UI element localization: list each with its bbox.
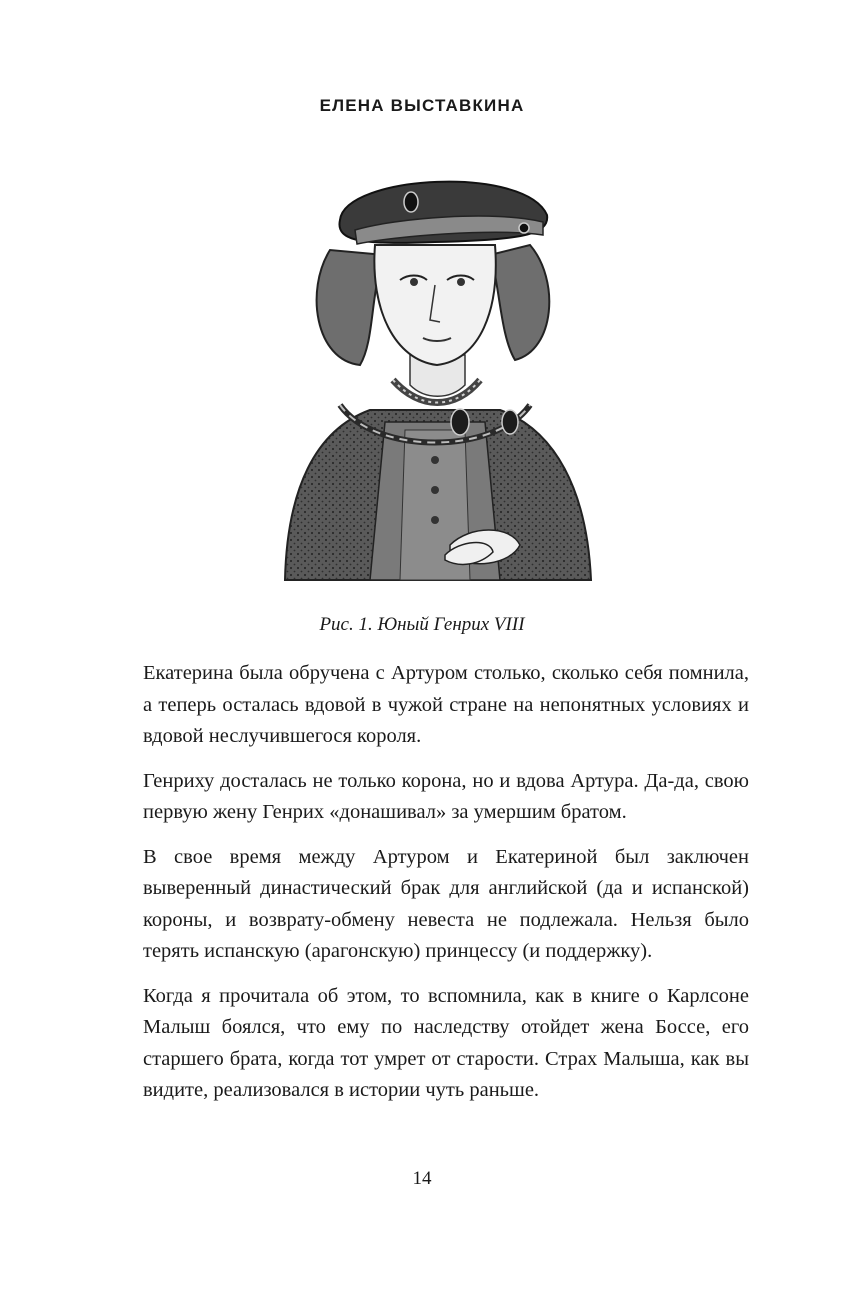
portrait-illustration bbox=[275, 160, 595, 600]
paragraph: Когда я прочитала об этом, то вспомнила, как в книге о Карлсоне Малыш боялся, что ему по наследству отойдет жена Боссе, его старшего брата, когда тот умрет от старости. Страх Малыша, как вы видите, реализовался в истории чуть раньше. bbox=[143, 984, 749, 1101]
paragraph: В свое время между Артуром и Екатериной был заключен выверенный династический брак для английской (да и испанской) короны, и возврату-обмену невеста не подлежала. Нельзя было терять испанскую (арагонскую) принцессу (и поддержку). bbox=[143, 845, 749, 962]
paragraph: Генриху досталась не только корона, но и вдова Артура. Да-да, свою первую жену Генрих «донашивал» за умершим братом. bbox=[143, 769, 749, 823]
paragraph: Екатерина была обручена с Артуром столько, сколько себя помнила, а теперь осталась вдовой в чужой стране на непонятных условиях и вдовой неслучившегося короля. bbox=[143, 662, 749, 747]
running-head: ЕЛЕНА ВЫСТАВКИНА bbox=[319, 96, 525, 115]
face bbox=[374, 245, 495, 365]
body-text bbox=[143, 658, 749, 1120]
page-number: 14 bbox=[412, 1168, 432, 1189]
figure-caption: Рис. 1. Юный Генрих VIII bbox=[319, 614, 525, 635]
